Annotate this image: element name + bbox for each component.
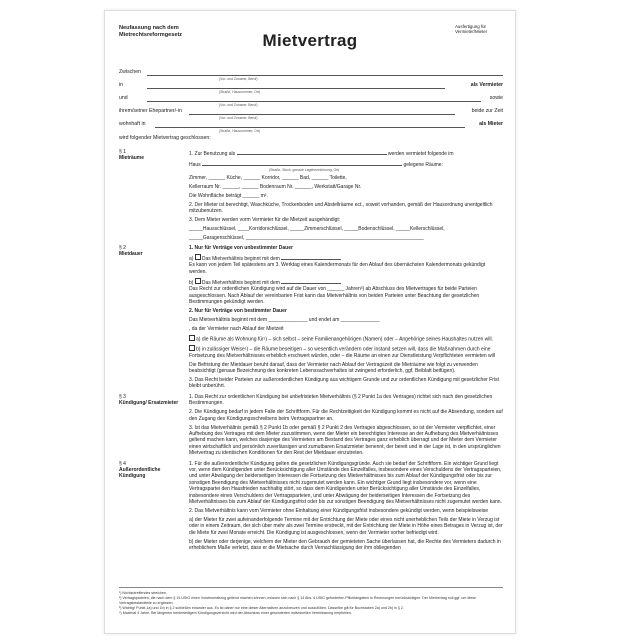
tenant-name-line[interactable] bbox=[147, 101, 481, 102]
cellar-line: Kellerraum Nr. ______, ______ Bodenraum Nr. ______, Werkstatt/Garage Nr. bbox=[189, 183, 362, 190]
option-2a-checkbox[interactable] bbox=[189, 335, 195, 341]
parties-block bbox=[119, 69, 503, 141]
contract-intro: wird folgender Mietvertrag geschlossen: bbox=[119, 135, 211, 141]
section-4: § 4 Außerordentliche Kündigung 1. Für die außerordentliche Kündigung gelten die gesetzlichen Kündigungsgründe. Auch sie bedarf der Schriftform. Ein wichtiger Grund liegt vor, wenn dem Kündigenden unter Berücksichtigung aller Umstände des Einzelfalles, insbesondere eines Verschuldens der Vertragsparteien, und unter Abwägung der beiderseitigen Interessen die Fortsetzung des Mietverhältnisses bis zum Ablauf der Kündigungsfrist oder bis zur sonstigen Beendigung des Mietverhältnisses nicht zugemutet werden kann. Ein wichtiger Grund liegt insbesondere vor, wenn eine Vertragspartei den Hausfrieden nachhaltig stört, so dass dem Kündigenden unter Berücksichtigung aller Umstände des Einzelfalles, insbesondere eines Verschuldens der Vertragsparteien, und unter Abwägung der beiderseitigen Interessen die Fortsetzung des Mietverhältnisses bis zum Ablauf der Kündigungsfrist oder bis zur sonstigen Beendigung des Mietverhältnisses nicht zugemutet werden kann. 2. Das Mietverhältnis kann vom Vermieter ohne Einhaltung einer Kündigungsfrist insbesondere gekündigt werden, wenn beispielsweise a) der Mieter für zwei aufeinanderfolgende Termine mit der Entrichtung der Miete oder eines nicht unerheblichen Teils der Miete in Verzug ist oder in einem Zeitraum, der sich über mehr als zwei Termine erstreckt, mit der Entrichtung der Miete in Höhe eines Betrages in Verzug ist, der die Miete für zwei Monate erreicht. Die Kündigung ist ausgeschlossen, wenn der Vermieter vorher befriedigt wird. b) der Mieter oder derjenige, welchem der Mieter den Gebrauch der gemieteten Sache überlassen hat, die Rechte des Vermieters dadurch in erheblichem Maße verletzt, dass er die Mietsache durch Vernachlässigung der ihm obliegenden bbox=[119, 460, 503, 551]
section-title: Außerordentliche Kündigung bbox=[119, 466, 161, 480]
usage-field[interactable] bbox=[237, 149, 387, 155]
tenant-address-row: wohnhaft in (Straße, Hausnummer, Ort) als Mieter bbox=[119, 121, 503, 133]
tenant-name-row: und (Vor- und Zuname, Beruf) sowie bbox=[119, 95, 503, 107]
area-line: Die Wohnfläche beträgt ______ m². bbox=[189, 192, 268, 199]
landlord-name-row: Zwischen (Vor- und Zuname, Beruf) bbox=[119, 69, 503, 82]
footnotes: ¹) Nichtzutreffendes streichen. ²) Vertragsparteien, die nach dem § 15 UStG einen Vorsteuerabzug geltend machen können, müssen sich nach § 14 Abs. 4 UStG geforderten Pflichtangaben in Rechnungen berücksichtigen. Der Mietvertrag soll ggf. um diese Vertragsbestandteile zu ergänzen. ³) Wichtig! Punkt 1a) und 1b) in § 2 schließen einander aus. Es ist daher nur eine dieser Alternativen anzukreuzen und auszufüllen. Dasselbe gilt für Buchstaben 2a) und 2b) in § 2. ⁴) Maximal 4 Jahre. Bei längerem beiderseitigem Kündigungsverzicht wird der Abschluss einer gesonderten individuellen Vereinbarung empfohlen. bbox=[119, 587, 503, 616]
section-title: Mieträume bbox=[119, 155, 145, 162]
option-2b-checkbox[interactable] bbox=[189, 345, 195, 351]
option-1b-checkbox[interactable] bbox=[195, 278, 201, 284]
tenant-address-line[interactable] bbox=[155, 127, 465, 128]
spouse-row: ihrem/seiner Ehepartner/-in (Vor- und Zuname, Beruf) beide zur Zeit bbox=[119, 108, 503, 120]
contract-body bbox=[119, 149, 503, 554]
start-date-1b[interactable] bbox=[281, 278, 341, 284]
landlord-address-line[interactable] bbox=[147, 88, 445, 89]
start-date-1a[interactable] bbox=[281, 254, 341, 260]
landlord-name-line[interactable] bbox=[147, 75, 503, 76]
section-2: § 2 Mietdauer 1. Nur für Verträge von unbestimmter Dauer a) Das Mietverhältnis beginnt mit dem Es kann von jedem Teil spätestens am 3. Werktag eines Kalendermonats für den Ablauf des übernächsten Kalendermonats gekündigt werden. b) Das Mietverhältnis beginnt mit dem Das Recht zur ordentlichen Kündigung wird auf die Dauer von ______ Jahren³) ab Abschluss des Mietvertrages für beide Parteien ausgeschlossen. Nach Ablauf der vereinbarten Frist kann das Mietverhältnis von beiden Parteien unter Beachtung der gesetzlichen Bestimmungen gekündigt werden. 2. Nur für Verträge von bestimmter Dauer Das Mietverhältnis beginnt mit dem ______________ und endet am ______________ , da der Vermieter nach Ablauf der Mietzeit a) die Räume als Wohnung für¹) – sich selbst – seine Familienangehörigen (Namen) oder – Angehörige seines Haushaltes nutzen will. b) in zulässiger Weise¹) – die Räume beseitigen – so wesentlich verändern oder instand setzen will, dass die Maßnahmen durch eine Fortsetzung des Mietverhältnisses erheblich erschwert würden, oder – die Räume an einen zur Dienstleistung Verpflichteten vermieten will Die Befristung der Mietdauer beruht darauf, dass der Vermieter nach Ablauf der Vertragszeit die Mieträume wie folgt zu verwenden beabsichtigt (genaue Bezeichnung des konkreten Lebenssachverhaltes ist zwingend erforderlich, ggf. Beiblatt beifügen). 3. Das Recht beider Parteien zur außerordentlichen Kündigung aus wichtigem Grunde und zur ordentlichen Kündigung mit gesetzlicher Frist bleibt unberührt. bbox=[119, 245, 499, 390]
role-landlord: als Vermieter bbox=[470, 82, 503, 88]
section-1: § 1 Mieträume 1. Zur Benutzung als werden vermietet folgende im Haus gelegene Räume: (Straße, Stock, genaue Lagebezeichnung, Ort) Zimmer, ______ Küche, ______ Korridor, ______ Bad, ______ Toilette, Kellerraum Nr. ______, ______ Bodenraum Nr. ______, Werkstatt/Garage Nr. Die Wohnfläche beträgt ______ m². 2. Der Mieter ist berechtigt, Waschküche, Trockenboden und Abstellräume ect., soweit vorhanden, gemäß der Hausordnung unentgeltlich mitzubenutzen. 3. Dem Mieter werden vorm Vermieter für die Mietzeit ausgehändigt: _____Hausschlüssel, ____Korridorschlüssel, _____Zimmerschlüssel, _____Bodenschlüssel, _____Kellerschlüssel, _____Garagenschlüssel, ________________________________________________________________ bbox=[119, 149, 503, 241]
header-copy-note: Ausfertigung für Vermieter/Mieter bbox=[455, 24, 488, 35]
section-title: Kündigung/ Ersatzmieter bbox=[119, 400, 179, 407]
option-1a-checkbox[interactable] bbox=[195, 254, 201, 260]
document-sheet bbox=[104, 10, 516, 634]
header-reform-note: Neufassung nach dem Mietrechtsreformgesetz bbox=[119, 25, 183, 38]
keys-line: _____Hausschlüssel, ____Korridorschlüssel, _____Zimmerschlüssel, _____Bodenschlüssel, _____Kellerschlüssel, bbox=[189, 225, 445, 232]
landlord-address-row: in (Straße, Hausnummer, Ort) als Vermieter bbox=[119, 82, 503, 94]
section-title: Mietdauer bbox=[119, 251, 143, 258]
role-tenant: als Mieter bbox=[479, 121, 503, 127]
house-field[interactable] bbox=[202, 160, 402, 166]
rooms-line: Zimmer, ______ Küche, ______ Korridor, ______ Bad, ______ Toilette, bbox=[189, 174, 347, 181]
document-title: Mietvertrag bbox=[262, 31, 358, 50]
section-3: § 3 Kündigung/ Ersatzmieter 1. Das Recht zur ordentlichen Kündigung bei unbefristeten Mietverhältnis (§ 2 Punkt 1a des Vertrages) richtet sich nach den gesetzlichen Bestimmungen. 2. Die Kündigung bedarf in jedem Falle der Schriftform. Für die Rechtzeitigkeit der Kündigung kommt es nicht auf die Absendung, sondern auf den Zugang des Kündigungsschreibens beim Vertragspartner an. 3. Ist das Mietverhältnis gemäß § 2 Punkt 1b oder gemäß § 2 Punkt 2 des Vertrages abgeschlossen, so ist der Vermieter verpflichtet, einer Aufhebung des Vertrages mit dem Mieter zuzustimmen, wenn der Mieter ein berechtigtes Interesse an der Aufhebung des Mietverhältnisses geltend machen kann, welches dasjenige des Vermieters am Bestand des Vertrages ganz erheblich überragt und der Mieter dem Vermieter einen wirtschaftlich und persönlich zuverlässigen und zumutbaren Ersatzmieter benennt, der bereit und in der Lage ist, in den ursprünglichen Mietvertrag zu identischen Konditionen für den Rest der Mietdauer einzutreten. bbox=[119, 393, 503, 457]
